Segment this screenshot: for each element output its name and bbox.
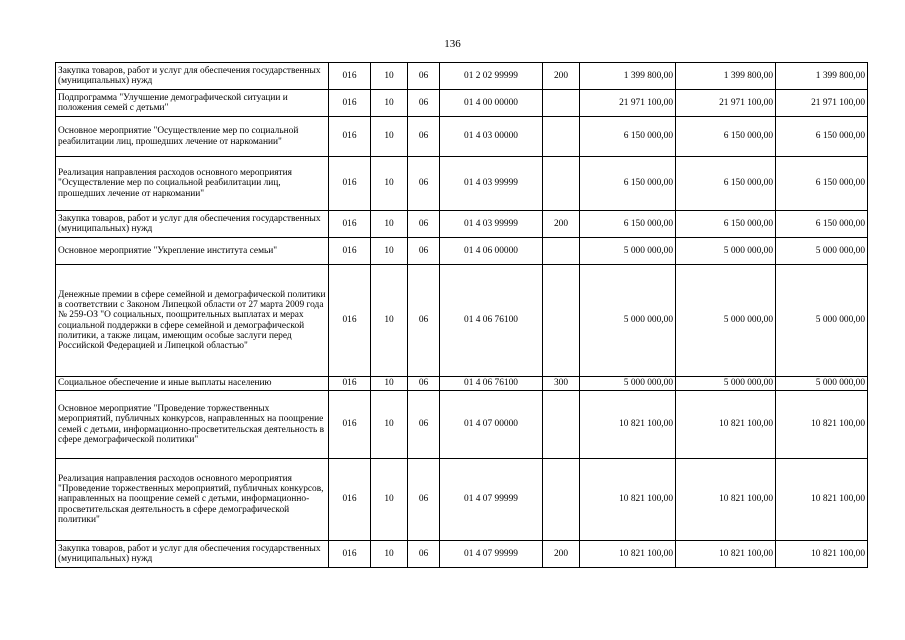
amount-year1-cell: 1 399 800,00 — [580, 63, 676, 90]
section-code-cell: 10 — [371, 391, 408, 459]
expense-kind-cell — [543, 117, 580, 157]
section-code-cell: 10 — [371, 90, 408, 117]
amount-year3-cell: 6 150 000,00 — [776, 211, 868, 238]
section-code-cell: 10 — [371, 459, 408, 541]
target-article-cell: 01 4 07 99999 — [440, 459, 543, 541]
section-code-cell: 10 — [371, 238, 408, 265]
table-row — [56, 63, 868, 90]
amount-year2-cell: 6 150 000,00 — [676, 117, 776, 157]
amount-year1-cell: 5 000 000,00 — [580, 238, 676, 265]
subsection-code-cell: 06 — [408, 117, 440, 157]
ministry-code-cell: 016 — [329, 238, 371, 265]
amount-year2-cell: 21 971 100,00 — [676, 90, 776, 117]
section-code-cell: 10 — [371, 63, 408, 90]
section-code-cell: 10 — [371, 211, 408, 238]
amount-year2-cell: 5 000 000,00 — [676, 265, 776, 377]
section-code-cell: 10 — [371, 117, 408, 157]
amount-year2-cell: 5 000 000,00 — [676, 238, 776, 265]
ministry-code-cell: 016 — [329, 63, 371, 90]
expense-name-cell: Основное мероприятие "Проведение торжественных мероприятий, публичных конкурсов, направленных на поощрение семей с детьми, информационно-просветительская деятельность в сфере демографической политики" — [56, 391, 329, 459]
expense-name-cell: Денежные премии в сфере семейной и демографической политики в соответствии с Законом Липецкой области от 27 марта 2009 года № 259-ОЗ "О социальных, поощрительных выплатах и мерах социальной поддержки в сфере семейной и демографической политики, а также лицам, имеющим особые заслуги перед Российской Федерацией и Липецкой областью" — [56, 265, 329, 377]
amount-year3-cell: 10 821 100,00 — [776, 459, 868, 541]
page-number: 136 — [444, 38, 461, 50]
table-row — [56, 238, 868, 265]
amount-year3-cell: 5 000 000,00 — [776, 238, 868, 265]
ministry-code-cell: 016 — [329, 265, 371, 377]
target-article-cell: 01 4 07 99999 — [440, 541, 543, 568]
amount-year2-cell: 6 150 000,00 — [676, 211, 776, 238]
expense-kind-cell: 300 — [543, 377, 580, 391]
subsection-code-cell: 06 — [408, 377, 440, 391]
target-article-cell: 01 4 03 99999 — [440, 211, 543, 238]
expense-name-cell: Основное мероприятие "Укрепление института семьи" — [56, 238, 329, 265]
ministry-code-cell: 016 — [329, 391, 371, 459]
subsection-code-cell: 06 — [408, 459, 440, 541]
amount-year2-cell: 10 821 100,00 — [676, 459, 776, 541]
amount-year1-cell: 10 821 100,00 — [580, 391, 676, 459]
expense-kind-cell — [543, 238, 580, 265]
target-article-cell: 01 4 03 00000 — [440, 117, 543, 157]
ministry-code-cell: 016 — [329, 157, 371, 211]
table-row — [56, 117, 868, 157]
target-article-cell: 01 4 06 00000 — [440, 238, 543, 265]
table-row — [56, 211, 868, 238]
expense-kind-cell: 200 — [543, 541, 580, 568]
expense-name-cell: Закупка товаров, работ и услуг для обеспечения государственных (муниципальных) нужд — [56, 211, 329, 238]
amount-year1-cell: 10 821 100,00 — [580, 459, 676, 541]
target-article-cell: 01 4 06 76100 — [440, 377, 543, 391]
table-row — [56, 377, 868, 391]
subsection-code-cell: 06 — [408, 63, 440, 90]
amount-year2-cell: 10 821 100,00 — [676, 391, 776, 459]
amount-year1-cell: 5 000 000,00 — [580, 377, 676, 391]
expense-kind-cell — [543, 391, 580, 459]
ministry-code-cell: 016 — [329, 117, 371, 157]
target-article-cell: 01 2 02 99999 — [440, 63, 543, 90]
amount-year2-cell: 10 821 100,00 — [676, 541, 776, 568]
amount-year2-cell: 5 000 000,00 — [676, 377, 776, 391]
amount-year3-cell: 6 150 000,00 — [776, 117, 868, 157]
subsection-code-cell: 06 — [408, 391, 440, 459]
expense-name-cell: Закупка товаров, работ и услуг для обеспечения государственных (муниципальных) нужд — [56, 541, 329, 568]
table-row — [56, 541, 868, 568]
table-body — [56, 63, 868, 568]
table-row — [56, 157, 868, 211]
amount-year3-cell: 10 821 100,00 — [776, 541, 868, 568]
section-code-cell: 10 — [371, 541, 408, 568]
amount-year1-cell: 10 821 100,00 — [580, 541, 676, 568]
expense-name-cell: Закупка товаров, работ и услуг для обеспечения государственных (муниципальных) нужд — [56, 63, 329, 90]
target-article-cell: 01 4 07 00000 — [440, 391, 543, 459]
expense-name-cell: Реализация направления расходов основного мероприятия "Проведение торжественных мероприятий, публичных конкурсов, направленных на поощрение семей с детьми, информационно-просветительская деятельность в сфере демографической политики" — [56, 459, 329, 541]
expense-name-cell: Социальное обеспечение и иные выплаты населению — [56, 377, 329, 391]
amount-year3-cell: 5 000 000,00 — [776, 265, 868, 377]
subsection-code-cell: 06 — [408, 211, 440, 238]
section-code-cell: 10 — [371, 377, 408, 391]
amount-year2-cell: 1 399 800,00 — [676, 63, 776, 90]
table-row — [56, 90, 868, 117]
target-article-cell: 01 4 00 00000 — [440, 90, 543, 117]
amount-year3-cell: 21 971 100,00 — [776, 90, 868, 117]
expense-kind-cell — [543, 157, 580, 211]
ministry-code-cell: 016 — [329, 90, 371, 117]
expense-kind-cell: 200 — [543, 63, 580, 90]
budget-table — [55, 62, 868, 568]
amount-year1-cell: 6 150 000,00 — [580, 157, 676, 211]
target-article-cell: 01 4 06 76100 — [440, 265, 543, 377]
section-code-cell: 10 — [371, 157, 408, 211]
table-row — [56, 265, 868, 377]
expense-kind-cell: 200 — [543, 211, 580, 238]
ministry-code-cell: 016 — [329, 541, 371, 568]
amount-year3-cell: 6 150 000,00 — [776, 157, 868, 211]
amount-year3-cell: 1 399 800,00 — [776, 63, 868, 90]
expense-name-cell: Подпрограмма "Улучшение демографической ситуации и положения семей с детьми" — [56, 90, 329, 117]
amount-year1-cell: 6 150 000,00 — [580, 117, 676, 157]
table-row — [56, 459, 868, 541]
table-row — [56, 391, 868, 459]
expense-kind-cell — [543, 459, 580, 541]
section-code-cell: 10 — [371, 265, 408, 377]
subsection-code-cell: 06 — [408, 238, 440, 265]
expense-kind-cell — [543, 90, 580, 117]
amount-year3-cell: 10 821 100,00 — [776, 391, 868, 459]
expense-name-cell: Реализация направления расходов основного мероприятия "Осуществление мер по социальной реабилитации лиц, прошедших лечение от наркомании" — [56, 157, 329, 211]
amount-year2-cell: 6 150 000,00 — [676, 157, 776, 211]
subsection-code-cell: 06 — [408, 541, 440, 568]
subsection-code-cell: 06 — [408, 157, 440, 211]
expense-name-cell: Основное мероприятие "Осуществление мер по социальной реабилитации лиц, прошедших лечение от наркомании" — [56, 117, 329, 157]
amount-year1-cell: 6 150 000,00 — [580, 211, 676, 238]
ministry-code-cell: 016 — [329, 211, 371, 238]
expense-kind-cell — [543, 265, 580, 377]
subsection-code-cell: 06 — [408, 90, 440, 117]
amount-year1-cell: 21 971 100,00 — [580, 90, 676, 117]
amount-year3-cell: 5 000 000,00 — [776, 377, 868, 391]
amount-year1-cell: 5 000 000,00 — [580, 265, 676, 377]
subsection-code-cell: 06 — [408, 265, 440, 377]
target-article-cell: 01 4 03 99999 — [440, 157, 543, 211]
ministry-code-cell: 016 — [329, 459, 371, 541]
ministry-code-cell: 016 — [329, 377, 371, 391]
